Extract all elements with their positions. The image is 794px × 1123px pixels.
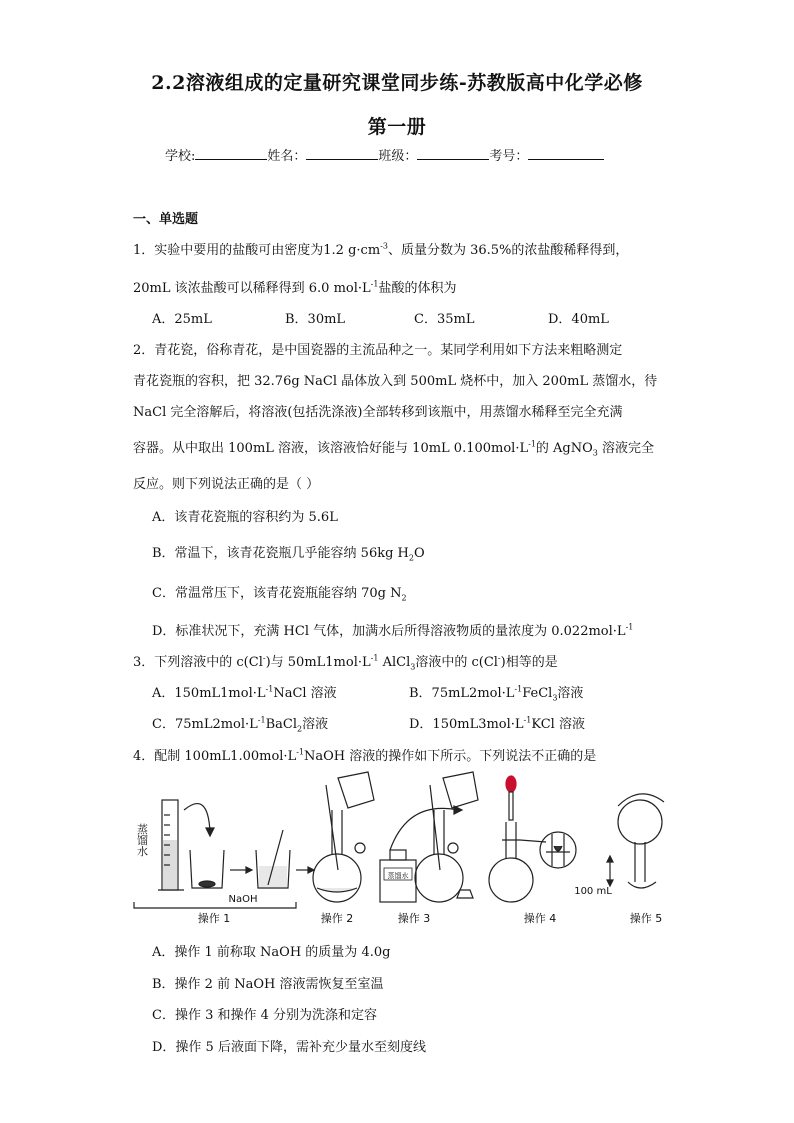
q4-option-c[interactable]: C．操作 3 和操作 4 分别为洗涤和定容 bbox=[152, 1008, 378, 1023]
school-label: 学校: bbox=[165, 149, 196, 164]
op1-label: 操作 1 bbox=[197, 912, 231, 925]
dropper-icon bbox=[506, 776, 516, 820]
pouring-beaker-icon bbox=[338, 772, 374, 808]
section-heading: 一、单选题 bbox=[133, 212, 199, 227]
water-label: 蒸馏水 bbox=[135, 823, 149, 857]
class-label: 班级： bbox=[378, 149, 418, 164]
q4-option-b[interactable]: B．操作 2 前 NaOH 溶液需恢复至室温 bbox=[152, 977, 384, 992]
graduated-cylinder-icon bbox=[158, 800, 184, 890]
q1-stem-line1: 1．实验中要用的盐酸可由密度为1.2 $g\cdot cm^{-3}$、质量分数为 36.5%的浓盐酸稀释得到， bbox=[133, 241, 629, 258]
q2-stem-line5: 反应。则下列说法正确的是（ ） bbox=[133, 477, 320, 492]
op2-label: 操作 2 bbox=[320, 912, 354, 925]
op5-label: 操作 5 bbox=[629, 912, 663, 925]
page-title-line2: 第一册 bbox=[367, 116, 427, 138]
q3-option-c[interactable]: C．$75mL2mol\cdot L^{-1}BaCl_2$溶液 bbox=[152, 715, 329, 734]
naoh-label: NaOH bbox=[228, 894, 258, 905]
volumetric-flask-3-icon bbox=[489, 822, 533, 902]
q2-option-a[interactable]: A．该青花瓷瓶的容积约为 5.6L bbox=[152, 510, 338, 525]
q1-option-c[interactable]: C．35mL bbox=[414, 312, 475, 327]
solution-prep-figure bbox=[128, 770, 698, 930]
stopper-2-icon bbox=[457, 890, 473, 898]
page-title: 2.2溶液组成的定量研究课堂同步练-苏教版高中化学必修 bbox=[151, 72, 643, 94]
beaker-icon bbox=[190, 850, 224, 888]
op4-label: 操作 4 bbox=[523, 912, 557, 925]
school-blank[interactable] bbox=[195, 145, 267, 160]
name-blank[interactable] bbox=[306, 145, 378, 160]
inverting-flask-icon bbox=[618, 794, 664, 888]
number-blank[interactable] bbox=[528, 145, 604, 160]
q3-option-a[interactable]: A．$150mL1mol\cdot L^{-1}NaCl$ 溶液 bbox=[152, 684, 337, 701]
q4-option-d[interactable]: D．操作 5 后液面下降，需补充少量水至刻度线 bbox=[152, 1040, 426, 1055]
q4-option-a[interactable]: A．操作 1 前称取 NaOH 的质量为 4.0g bbox=[152, 945, 391, 960]
glass-rod-icon bbox=[326, 785, 338, 870]
q4-stem: 4．配制 $100mL1.00mol\cdot L^{-1}NaOH$ 溶液的操作如下所示。下列说法不正确的是 bbox=[133, 747, 597, 764]
q2-stem-line3: NaCl 完全溶解后，将溶液(包括洗涤液)全部转移到该瓶中，用蒸馏水稀释至完全充满 bbox=[133, 405, 623, 420]
q2-option-d[interactable]: D．标准状况下，充满 HCl 气体，加满水后所得溶液物质的量浓度为 $0.022mol\cdot L^{-1}$ bbox=[152, 622, 634, 639]
student-info-row bbox=[165, 145, 604, 164]
q1-stem-line2: 20mL 该浓盐酸可以稀释得到 6.0 $mol\cdot L^{-1}$盐酸的体积为 bbox=[133, 279, 457, 296]
stopper-icon bbox=[355, 843, 365, 853]
name-label: 姓名： bbox=[267, 149, 307, 164]
volumetric-flask-icon bbox=[313, 810, 361, 902]
q2-option-b[interactable]: B．常温下，该青花瓷瓶几乎能容纳 56kg $H_2O$ bbox=[152, 546, 425, 563]
q2-option-c[interactable]: C．常温常压下，该青花瓷瓶能容纳 70g $N_2$ bbox=[152, 586, 407, 603]
mark-label: 100 mL bbox=[574, 886, 612, 897]
q3-stem: 3．下列溶液中的 c(Cl-)与 $50mL1mol\cdot L^{-1}$ AlCl$_3$溶液中的 c(Cl-)相等的是 bbox=[133, 653, 558, 672]
op3-label: 操作 3 bbox=[397, 912, 431, 925]
q2-stem-line2: 青花瓷瓶的容积，把 32.76g NaCl 晶体放入到 500mL 烧杯中，加入 200mL 蒸馏水，待 bbox=[133, 374, 658, 389]
beaker-with-rod-icon bbox=[256, 830, 290, 888]
transfer-arrow-icon bbox=[390, 808, 458, 850]
q2-stem-line1: 2．青花瓷，俗称青花，是中国瓷器的主流品种之一。某同学利用如下方法来粗略测定 bbox=[133, 343, 623, 358]
q2-stem-line4: 容器。从中取出 100mL 溶液，该溶液恰好能与 10mL $0.100mol\cdot L^{-1}$的 AgNO$_3$ 溶液完全 bbox=[133, 439, 655, 458]
q1-option-b[interactable]: B．30mL bbox=[285, 312, 346, 327]
bottom-hand-icon bbox=[628, 882, 656, 888]
volumetric-flask-2-icon bbox=[415, 810, 463, 902]
q3-option-d[interactable]: D．$150mL3mol\cdot L^{-1}KCl$ 溶液 bbox=[409, 715, 585, 732]
q1-option-d[interactable]: D．40mL bbox=[548, 312, 609, 327]
q3-option-b[interactable]: B．$75mL2mol\cdot L^{-1}FeCl_3$溶液 bbox=[409, 684, 584, 703]
number-label: 考号： bbox=[489, 149, 529, 164]
class-blank[interactable] bbox=[417, 145, 489, 160]
q1-option-a[interactable]: A．25mL bbox=[152, 312, 212, 327]
bottle-label: 蒸馏水 bbox=[387, 872, 409, 880]
